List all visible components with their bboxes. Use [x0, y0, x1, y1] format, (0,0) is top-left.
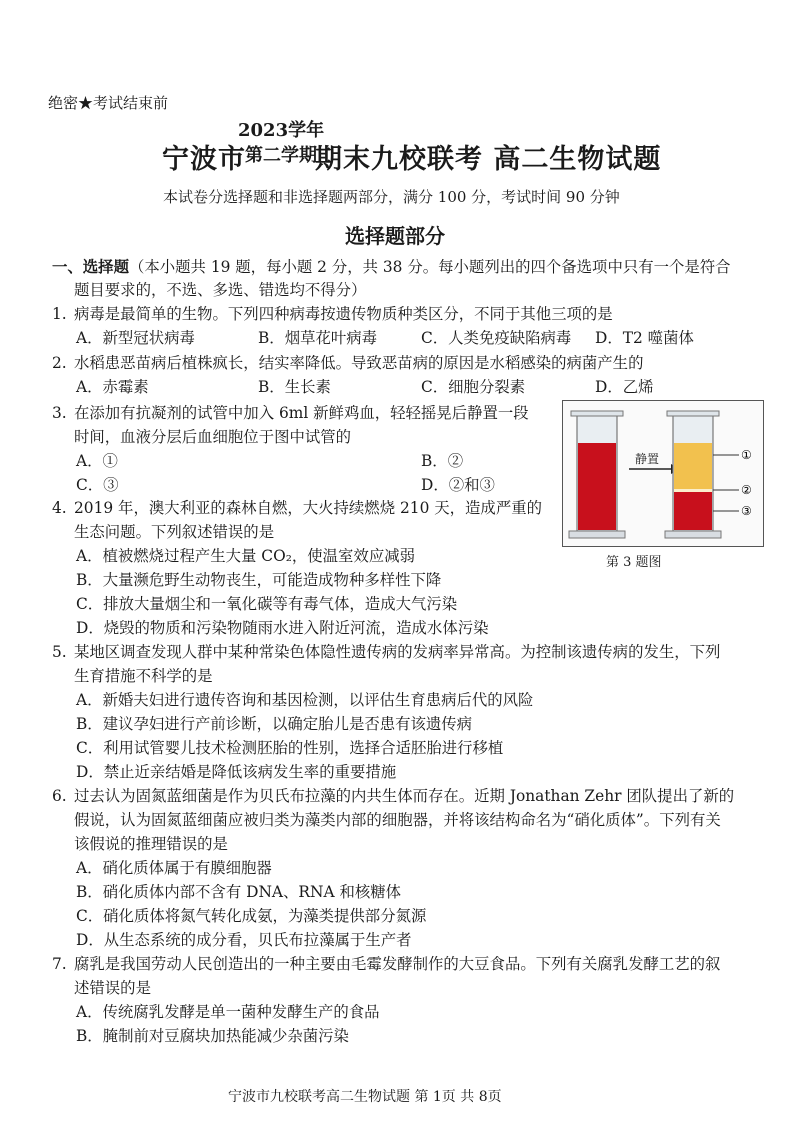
question-3-stem-cont: 时间，血液分层后血细胞位于图中试管的 — [74, 428, 352, 446]
instructions-line1 — [52, 256, 731, 279]
question-5-stem: 5. 某地区调查发现人群中某种常染色体隐性遗传病的发病率异常高。为控制该遗传病的发生，下列 — [52, 643, 721, 661]
question-6-option-a[interactable]: A．硝化质体属于有膜细胞器 — [76, 859, 272, 877]
right-tube-rim — [667, 411, 719, 416]
question-4-option-b[interactable]: B．大量濒危野生动物丧生，可能造成物种多样性下降 — [76, 571, 442, 589]
question-3-figure — [562, 400, 764, 547]
question-3-option-a[interactable]: A．① — [76, 452, 118, 470]
arrow-label: 静置 — [635, 452, 660, 466]
question-1-option-d[interactable]: D．T2 噬菌体 — [595, 329, 694, 347]
question-7-stem: 7. 腐乳是我国劳动人民创造出的一种主要由毛霉发酵制作的大豆食品。下列有关腐乳发酵工艺的叙 — [52, 955, 721, 973]
question-2-option-d[interactable]: D．乙烯 — [595, 378, 654, 396]
question-6-option-b[interactable]: B．硝化质体内部不含有 DNA、RNA 和核糖体 — [76, 883, 402, 901]
instructions-line2: 题目要求的，不选、多选、错选均不得分） — [74, 281, 367, 299]
question-2-stem: 2. 水稻患恶苗病后植株疯长，结实率降低。导致恶苗病的原因是水稻感染的病菌产生的 — [52, 354, 644, 372]
question-6-stem-cont1: 假说，认为固氮蓝细菌应被归类为藻类内部的细胞器，并将该结构命名为“硝化质体”。下列有关 — [74, 811, 721, 829]
question-3-option-b[interactable]: B．② — [421, 452, 464, 470]
instructions-label: 一、选择题 — [52, 258, 129, 276]
title-year-top: 2023学年 — [238, 120, 325, 141]
question-5-option-a[interactable]: A．新婚夫妇进行遗传咨询和基因检测，以评估生育患病后代的风险 — [76, 691, 534, 709]
left-tube-blood — [578, 443, 616, 530]
right-tube-cells — [674, 492, 712, 530]
question-4-stem-cont: 生态问题。下列叙述错误的是 — [74, 523, 275, 541]
question-4-option-d[interactable]: D．烧毁的物质和污染物随雨水进入附近河流，造成水体污染 — [76, 619, 489, 637]
layer-label-2: ② — [741, 483, 752, 497]
question-5-stem-cont: 生育措施不科学的是 — [74, 667, 213, 685]
exam-subtitle: 本试卷分选择题和非选择题两部分，满分 100 分，考试时间 90 分钟 — [163, 188, 620, 206]
question-2-option-a[interactable]: A．赤霉素 — [76, 378, 149, 396]
page-footer: 宁波市九校联考高二生物试题 第 1页 共 8页 — [228, 1089, 502, 1105]
question-6-stem-cont2: 该假说的推理错误的是 — [74, 835, 228, 853]
right-tube-middle-layer — [674, 489, 712, 492]
right-tube-plasma — [674, 443, 712, 489]
left-tube-rim — [571, 411, 623, 416]
layer-label-1: ① — [741, 448, 752, 462]
title-year-bottom: 第二学期 — [245, 145, 318, 166]
test-tubes-diagram — [563, 401, 763, 546]
right-tube-base — [665, 531, 721, 538]
question-7-option-a[interactable]: A．传统腐乳发酵是单一菌种发酵生产的食品 — [76, 1003, 380, 1021]
question-7-option-b[interactable]: B．腌制前对豆腐块加热能减少杂菌污染 — [76, 1027, 349, 1045]
question-3-option-d[interactable]: D．②和③ — [421, 476, 495, 494]
section-title: 选择题部分 — [345, 224, 445, 248]
question-3-option-c[interactable]: C．③ — [76, 476, 119, 494]
question-5-option-c[interactable]: C．利用试管婴儿技术检测胚胎的性别，选择合适胚胎进行移植 — [76, 739, 504, 757]
question-6-option-d[interactable]: D．从生态系统的成分看，贝氏布拉藻属于生产者 — [76, 931, 412, 949]
question-4-option-c[interactable]: C．排放大量烟尘和一氧化碳等有毒气体，造成大气污染 — [76, 595, 458, 613]
question-2-option-b[interactable]: B．生长素 — [258, 378, 331, 396]
question-6-stem: 6. 过去认为固氮蓝细菌是作为贝氏布拉藻的内共生体而存在。近期 Jonathan Zehr 团队提出了新的 — [52, 787, 735, 805]
title-city: 宁波市 — [162, 144, 246, 175]
layer-label-3: ③ — [741, 504, 752, 518]
figure-caption: 第 3 题图 — [606, 555, 662, 570]
question-2-option-c[interactable]: C．细胞分裂素 — [421, 378, 526, 396]
title-year-stack — [238, 118, 324, 168]
question-5-option-d[interactable]: D．禁止近亲结婚是降低该病发生率的重要措施 — [76, 763, 397, 781]
question-1-option-b[interactable]: B．烟草花叶病毒 — [258, 329, 378, 347]
question-4-option-a[interactable]: A．植被燃烧过程产生大量 CO₂，使温室效应减弱 — [76, 547, 415, 565]
question-7-stem-cont: 述错误的是 — [74, 979, 151, 997]
question-1-stem: 1. 病毒是最简单的生物。下列四种病毒按遗传物质种类区分，不同于其他三项的是 — [52, 305, 613, 323]
left-tube-base — [569, 531, 625, 538]
title-rest: 期末九校联考 高二生物试题 — [315, 144, 662, 175]
question-1-option-c[interactable]: C．人类免疫缺陷病毒 — [421, 329, 572, 347]
question-5-option-b[interactable]: B．建议孕妇进行产前诊断，以确定胎儿是否患有该遗传病 — [76, 715, 473, 733]
question-3-stem: 3. 在添加有抗凝剂的试管中加入 6ml 新鲜鸡血，轻轻摇晃后静置一段 — [52, 404, 529, 422]
question-1-option-a[interactable]: A．新型冠状病毒 — [76, 329, 195, 347]
instructions-text1: （本小题共 19 题，每小题 2 分，共 38 分。每小题列出的四个备选项中只有一个是符合 — [128, 258, 731, 276]
question-6-option-c[interactable]: C．硝化质体将氮气转化成氨，为藻类提供部分氮源 — [76, 907, 427, 925]
question-4-stem: 4. 2019 年，澳大利亚的森林自燃，大火持续燃烧 210 天，造成严重的 — [52, 499, 542, 517]
confidential-label: 绝密★考试结束前 — [48, 94, 169, 112]
